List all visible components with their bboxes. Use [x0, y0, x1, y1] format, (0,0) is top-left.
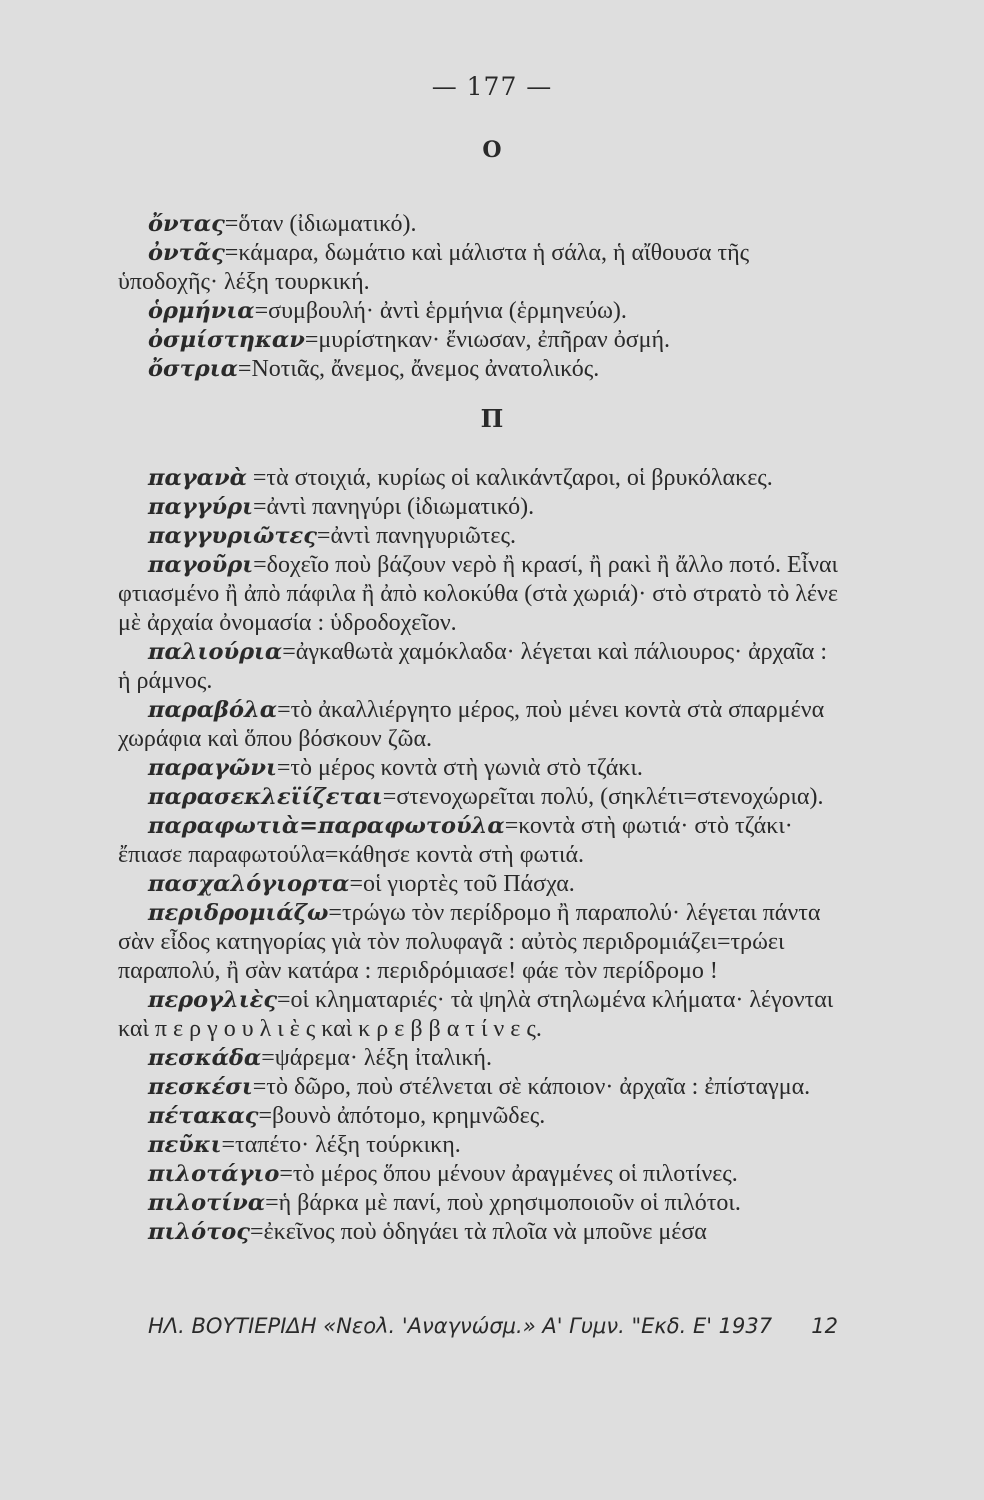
dictionary-entry	[118, 1218, 840, 1247]
entry-definition: =ταπέτο· λέξη τούρκικη.	[221, 1132, 461, 1158]
entry-definition: =μυρίστηκαν· ἔνιωσαν, ἐπῆραν ὀσμή.	[304, 327, 671, 353]
dictionary-entry	[118, 696, 840, 754]
entry-term: πασχαλόγιορτα	[148, 871, 350, 897]
entry-term: πεῦκι	[148, 1132, 222, 1158]
dictionary-entry	[118, 754, 840, 783]
entry-definition: =τρώγω τὸν περίδρομο ἢ παραπολύ· λέγεται πάντα σὰν εἶδος κατηγορίας γιὰ τὸν πολυφαγᾶ : αὐτὸς περιδρομιάζει=τρώει παραπολύ, ἢ σὰν κατάρα : περιδρόμιασε! φάε τὸν περίδρομο !	[118, 900, 821, 984]
entry-term: ὄντας	[148, 211, 225, 237]
dictionary-entry	[118, 551, 840, 638]
entry-definition: =ὅταν (ἰδιωματικό).	[224, 211, 417, 237]
entry-term: ὄστρια	[148, 356, 238, 382]
dictionary-entry	[118, 783, 840, 812]
section-letter-o: Ο	[482, 137, 502, 163]
entry-definition: =τὸ μέρος κοντὰ στὴ γωνιὰ στὸ τζάκι.	[276, 755, 643, 781]
dictionary-entry	[118, 326, 840, 355]
entry-term: ὀσμίστηκαν	[148, 327, 305, 353]
entry-term: περογλιὲς	[148, 987, 278, 1013]
entry-term: παραγῶνι	[148, 755, 277, 781]
entry-definition: =συμβουλή· ἀντὶ ἑρμήνια (ἑρμηνεύω).	[254, 298, 627, 324]
dictionary-entry	[118, 239, 840, 297]
entry-term: παλιούρια	[148, 639, 283, 665]
entry-definition: =κάμαρα, δωμάτιο καὶ μάλιστα ἡ σάλα, ἡ αἴθουσα τῆς ὑποδοχῆς· λέξη τουρκική.	[118, 240, 750, 295]
dictionary-entry	[118, 464, 840, 493]
dictionary-entry	[118, 355, 840, 384]
entry-definition: =Νοτιᾶς, ἄνεμος, ἄνεμος ἀνατολικός.	[237, 356, 600, 382]
entry-term: παραβόλα	[148, 697, 278, 723]
dictionary-entry	[118, 493, 840, 522]
entry-definition: =ἐκεῖνος ποὺ ὁδηγάει τὰ πλοῖα νὰ μποῦνε μέσα	[250, 1219, 707, 1245]
entry-definition: =στενοχωρεῖται πολύ, (σηκλέτι=στενοχώρια).	[382, 784, 824, 810]
entry-definition: =τὰ στοιχιά, κυρίως οἱ καλικάντζαροι, οἱ βρυκόλακες.	[246, 465, 773, 491]
entry-term: ὁρμήνια	[148, 298, 255, 324]
entry-term: περιδρομιάζω	[148, 900, 329, 926]
entry-definition: =οἱ κληματαριές· τὰ ψηλὰ στηλωμένα κλήματα· λέγονται καὶ π ε ρ γ ο υ λ ι ὲ ς καὶ κ ρ ε β β α τ ί ν ε ς.	[118, 987, 834, 1042]
dictionary-entry	[118, 986, 840, 1044]
entry-term: παγοῦρι	[148, 552, 254, 578]
section-p-entries	[118, 464, 840, 1247]
entry-definition: =οἱ γιορτὲς τοῦ Πάσχα.	[349, 871, 575, 897]
section-letter-p: Π	[480, 404, 504, 433]
entry-term: παραφωτιὰ=παραφωτούλα	[148, 813, 505, 839]
page-number: — 177 —	[431, 72, 553, 101]
dictionary-entry	[118, 899, 840, 986]
entry-term: πεσκέσι	[148, 1074, 253, 1100]
entry-term: πεσκάδα	[148, 1045, 262, 1071]
dictionary-entry	[118, 870, 840, 899]
entry-definition: =τὸ μέρος ὅπου μένουν ἀραγμένες οἱ πιλοτίνες.	[279, 1161, 738, 1187]
entry-term: ὀντᾶς	[148, 240, 225, 266]
entry-definition: =τὸ ἀκαλλιέργητο μέρος, ποὺ μένει κοντὰ στὰ σπαρμένα χωράφια καὶ ὅπου βόσκουν ζῶα.	[118, 697, 825, 752]
publisher-line: ΗΛ. ΒΟΥΤΙΕΡΙΔΗ «Νεολ. 'Αναγνώσμ.» Α' Γυμν. "Εκδ. Ε' 1937	[148, 1314, 773, 1338]
dictionary-entry	[118, 1131, 840, 1160]
footer-signature	[148, 1314, 838, 1338]
entry-term: παγγυριῶτες	[148, 523, 317, 549]
entry-term: πιλότος	[148, 1219, 250, 1245]
entry-definition: =ἀντὶ πανηγυριῶτες.	[316, 523, 517, 549]
entry-term: παγανὰ	[148, 465, 247, 491]
entry-definition: =δοχεῖο ποὺ βάζουν νερὸ ἢ κρασί, ἢ ρακὶ ἢ ἄλλο ποτό. Εἶναι φτιασμένο ἢ ἀπὸ πάφιλα ἢ ἀπὸ κολοκύθα (στὰ χωριά)· στὸ στρατὸ τὸ λένε μὲ ἀρχαία ὀνομασία : ὑδροδοχεῖον.	[118, 552, 839, 636]
dictionary-entry	[118, 1189, 840, 1218]
entry-definition: =βουνὸ ἀπότομο, κρημνῶδες.	[258, 1103, 546, 1129]
entry-term: πιλοτίνα	[148, 1190, 266, 1216]
dictionary-entry	[118, 1160, 840, 1189]
entry-definition: =ἀντὶ πανηγύρι (ἰδιωματικό).	[252, 494, 535, 520]
entry-definition: =ἡ βάρκα μὲ πανί, ποὺ χρησιμοποιοῦν οἱ πιλότοι.	[265, 1190, 741, 1216]
dictionary-entry	[118, 297, 840, 326]
entry-definition: =ἀγκαθωτὰ χαμόκλαδα· λέγεται καὶ πάλιουρος· ἀρχαῖα : ἡ ράμνος.	[118, 639, 828, 694]
entry-definition: =ψάρεμα· λέξη ἰταλική.	[261, 1045, 492, 1071]
section-o-entries	[118, 210, 840, 384]
dictionary-entry	[118, 638, 840, 696]
dictionary-entry	[118, 1044, 840, 1073]
dictionary-entry	[118, 210, 840, 239]
entry-term: πιλοτάγιο	[148, 1161, 280, 1187]
dictionary-entry	[118, 812, 840, 870]
sheet-number: 12	[811, 1314, 838, 1338]
dictionary-entry	[118, 1102, 840, 1131]
entry-definition: =τὸ δῶρο, ποὺ στέλνεται σὲ κάποιον· ἀρχαῖα : ἐπίσταγμα.	[252, 1074, 811, 1100]
dictionary-entry	[118, 1073, 840, 1102]
entry-term: πέτακας	[148, 1103, 259, 1129]
dictionary-entry	[118, 522, 840, 551]
entry-term: παγγύρι	[148, 494, 253, 520]
entry-term: παρασεκλεϊίζεται	[148, 784, 383, 810]
entry-definition: =κοντὰ στὴ φωτιά· στὸ τζάκι· ἔπιασε παραφωτούλα=κάθησε κοντὰ στὴ φωτιά.	[118, 813, 793, 868]
